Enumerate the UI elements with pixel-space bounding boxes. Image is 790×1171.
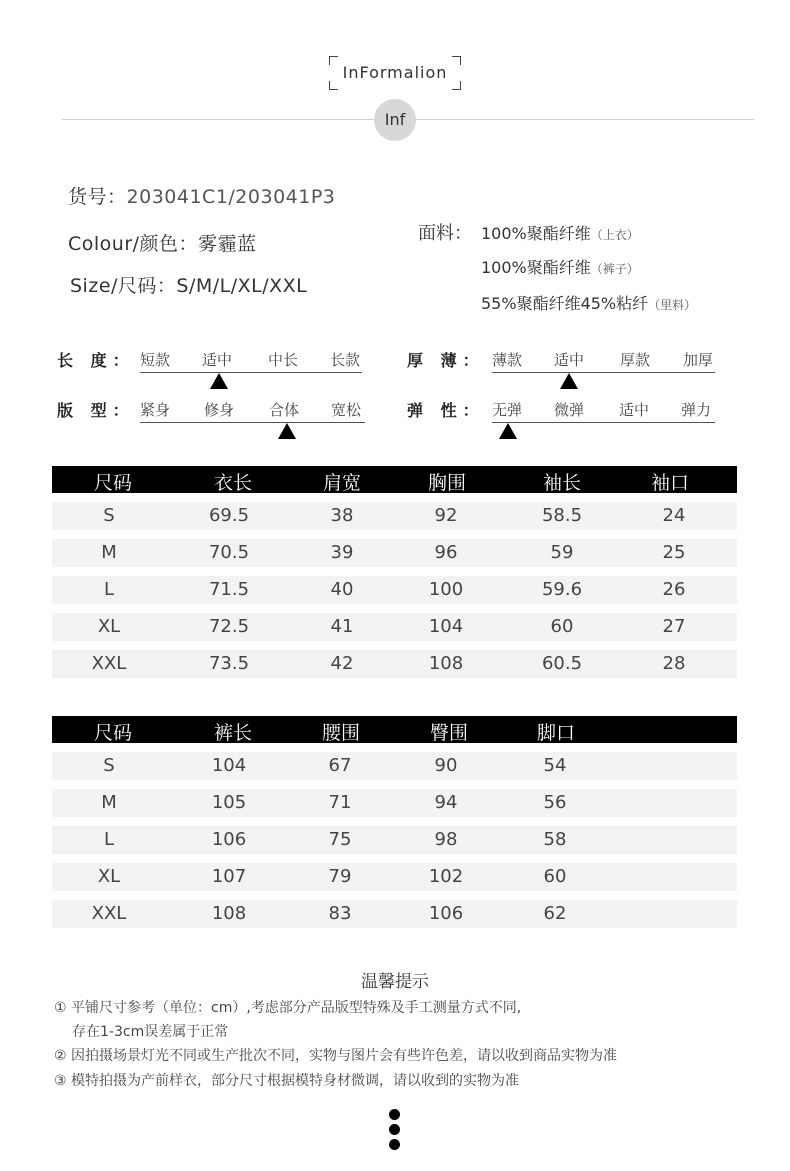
table-cell: 73.5 [208, 653, 250, 674]
table-cell: 106 [211, 829, 247, 850]
table-row [52, 650, 737, 678]
fabric-text: 100%聚酯纤维 [481, 224, 591, 243]
table-cell: 39 [330, 542, 354, 563]
scale-option: 短款 [140, 351, 171, 369]
scale-option: 微弹 [554, 401, 585, 419]
dot-icon [389, 1124, 400, 1135]
colour-label: Colour/颜色： [68, 233, 199, 255]
table-header [52, 716, 737, 743]
fabric-line [481, 291, 696, 314]
table-cell: 67 [328, 755, 352, 776]
table-cell: 71.5 [208, 579, 250, 600]
scale-line [140, 422, 365, 423]
table-row [52, 826, 737, 854]
scale-option: 薄款 [492, 351, 523, 369]
table-cell: M [101, 792, 117, 813]
table-cell: L [103, 829, 115, 850]
table-cell: 59 [550, 542, 574, 563]
scale-line [140, 372, 362, 373]
scale-option: 修身 [204, 401, 235, 419]
fit-scale [140, 399, 365, 439]
table-cell: 71 [328, 792, 352, 813]
table-cell: S [103, 505, 115, 526]
table-cell: 26 [662, 579, 686, 600]
table-cell: 60 [550, 616, 574, 637]
column-header: 臀围 [429, 722, 469, 744]
selected-marker-icon [499, 423, 517, 439]
table-cell: 104 [428, 616, 464, 637]
elasticity-label: 弹 性： [407, 401, 485, 420]
table-cell: 108 [428, 653, 464, 674]
fabric-note: （上衣） [590, 228, 639, 242]
table-cell: 72.5 [208, 616, 250, 637]
table-cell: 83 [328, 903, 352, 924]
sku-line [68, 182, 335, 209]
column-header: 肩宽 [322, 472, 362, 494]
table-cell: 108 [211, 903, 247, 924]
fit-label: 版 型： [57, 401, 135, 420]
size-value: S/M/L/XL/XXL [176, 275, 308, 297]
fabric-line [481, 221, 639, 244]
table-cell: 27 [662, 616, 686, 637]
selected-marker-icon [210, 373, 228, 389]
dot-icon [389, 1139, 400, 1150]
column-header: 袖长 [542, 472, 582, 494]
colour-line [68, 229, 257, 256]
table-cell: 28 [662, 653, 686, 674]
scale-line [492, 372, 715, 373]
length-scale [140, 349, 362, 389]
dot-icon [389, 1109, 400, 1120]
table-row [52, 576, 737, 604]
table-cell: 60.5 [541, 653, 583, 674]
brand-name: InFormalion [342, 63, 448, 82]
scale-option: 宽松 [331, 401, 362, 419]
table-cell: 98 [434, 829, 458, 850]
table-row [52, 863, 737, 891]
column-header: 衣长 [213, 472, 253, 494]
thickness-label: 厚 薄： [407, 351, 485, 370]
table-cell: 75 [328, 829, 352, 850]
column-header: 尺码 [93, 472, 133, 494]
table-cell: S [103, 755, 115, 776]
column-header: 袖口 [650, 472, 690, 494]
table-header [52, 466, 737, 493]
size-line [70, 271, 307, 298]
length-label: 长 度： [57, 351, 135, 370]
scale-option: 长款 [330, 351, 361, 369]
fabric-label: 面料： [418, 223, 472, 244]
tip-line: 存在1-3cm误差属于正常 [72, 1024, 229, 1040]
brand-frame [329, 56, 461, 90]
table-row [52, 752, 737, 780]
table-cell: 107 [211, 866, 247, 887]
thickness-scale [492, 349, 715, 389]
colour-value: 雾霾蓝 [198, 233, 257, 255]
table-row [52, 539, 737, 567]
scale-option: 适中 [619, 401, 650, 419]
scale-option: 中长 [268, 351, 299, 369]
table-cell: 96 [434, 542, 458, 563]
column-header: 脚口 [536, 722, 576, 744]
table-cell: 38 [330, 505, 354, 526]
top-size-table [52, 466, 737, 678]
table-cell: L [103, 579, 115, 600]
scale-line [492, 422, 715, 423]
table-cell: 106 [428, 903, 464, 924]
table-row [52, 613, 737, 641]
table-row [52, 900, 737, 928]
frame-corner-bottom-right [452, 81, 461, 90]
table-cell: 100 [428, 579, 464, 600]
table-cell: XXL [91, 903, 127, 924]
elasticity-scale [492, 399, 715, 439]
table-cell: 69.5 [208, 505, 250, 526]
table-cell: 25 [662, 542, 686, 563]
table-cell: 56 [543, 792, 567, 813]
table-cell: 24 [662, 505, 686, 526]
column-header: 胸围 [427, 472, 467, 494]
fabric-text: 100%聚酯纤维 [481, 258, 591, 277]
table-cell: 104 [211, 755, 247, 776]
sku-label: 货号： [68, 186, 127, 208]
table-row [52, 502, 737, 530]
scale-option: 加厚 [683, 351, 714, 369]
table-cell: 92 [434, 505, 458, 526]
table-row [52, 789, 737, 817]
tip-line: ③ 模特拍摄为产前样衣，部分尺寸根据模特身材微调，请以收到的实物为准 [54, 1073, 519, 1089]
selected-marker-icon [278, 423, 296, 439]
table-cell: 79 [328, 866, 352, 887]
pants-size-table [52, 716, 737, 928]
column-header: 尺码 [93, 722, 133, 744]
table-cell: XL [97, 866, 121, 887]
tip-line: ② 因拍摄场景灯光不同或生产批次不同，实物与图片会有些许色差，请以收到商品实物为准 [54, 1048, 617, 1064]
table-cell: 105 [211, 792, 247, 813]
scale-option: 紧身 [140, 401, 171, 419]
scale-option: 适中 [554, 351, 585, 369]
table-cell: 58.5 [541, 505, 583, 526]
table-cell: 42 [330, 653, 354, 674]
table-cell: 62 [543, 903, 567, 924]
size-label: Size/尺码： [70, 275, 177, 297]
table-cell: 90 [434, 755, 458, 776]
brand-badge: Inf [374, 99, 416, 141]
table-cell: 59.6 [541, 579, 583, 600]
fabric-line [481, 255, 639, 278]
fabric-note: （裤子） [590, 262, 639, 276]
table-cell: XXL [91, 653, 127, 674]
tip-line: ① 平铺尺寸参考（单位：cm）,考虑部分产品版型特殊及手工测量方式不同, [54, 1000, 522, 1016]
column-header: 裤长 [213, 722, 253, 744]
tips-title: 温馨提示 [361, 972, 429, 992]
table-cell: 41 [330, 616, 354, 637]
scale-option: 弹力 [681, 401, 712, 419]
selected-marker-icon [560, 373, 578, 389]
scale-option: 厚款 [620, 351, 651, 369]
table-cell: 58 [543, 829, 567, 850]
table-cell: 40 [330, 579, 354, 600]
fabric-note: （里料） [648, 298, 697, 312]
scale-option: 合体 [269, 401, 300, 419]
table-cell: 102 [428, 866, 464, 887]
table-cell: 94 [434, 792, 458, 813]
frame-corner-bottom-left [329, 81, 338, 90]
table-cell: 70.5 [208, 542, 250, 563]
sku-value: 203041C1/203041P3 [126, 186, 336, 208]
table-cell: 60 [543, 866, 567, 887]
table-cell: 54 [543, 755, 567, 776]
table-cell: XL [97, 616, 121, 637]
scale-option: 适中 [202, 351, 233, 369]
table-cell: M [101, 542, 117, 563]
column-header: 腰围 [321, 722, 361, 744]
scale-option: 无弹 [492, 401, 523, 419]
fabric-text: 55%聚酯纤维45%粘纤 [481, 294, 649, 313]
